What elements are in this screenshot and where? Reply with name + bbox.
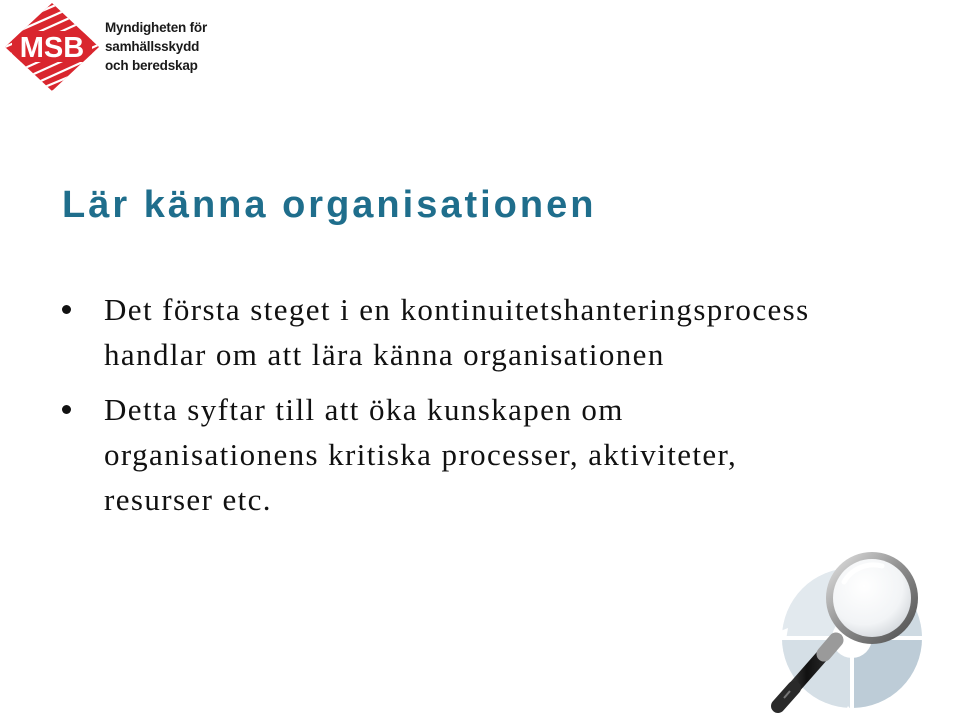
bullet-dot-icon xyxy=(62,305,71,314)
msb-logo-name xyxy=(105,18,207,75)
logo-name-line: Myndigheten för xyxy=(105,20,207,35)
bullet-text-line: organisationens kritiska processer, aktiviteter, xyxy=(104,437,738,472)
logo-name-line: samhällsskydd xyxy=(105,39,200,54)
bullet-text-line: resurser etc. xyxy=(104,482,272,517)
bullet-list xyxy=(62,287,952,532)
msb-logo-mark-icon xyxy=(4,2,100,92)
slide-title: Lär känna organisationen xyxy=(62,184,597,226)
logo-name-line: och beredskap xyxy=(105,58,198,73)
bullet-text-line: Detta syftar till att öka kunskapen om xyxy=(104,392,624,427)
bullet-item xyxy=(62,287,952,377)
magnifying-glass-illustration xyxy=(764,548,944,719)
bullet-text-line: Det första steget i en kontinuitetshanteringsprocess xyxy=(104,292,810,327)
bullet-item xyxy=(62,387,952,522)
bullet-dot-icon xyxy=(62,405,71,414)
msb-logo xyxy=(4,2,219,92)
msb-logo-mark-text: MSB xyxy=(19,32,85,64)
bullet-text-line: handlar om att lära känna organisationen xyxy=(104,337,665,372)
